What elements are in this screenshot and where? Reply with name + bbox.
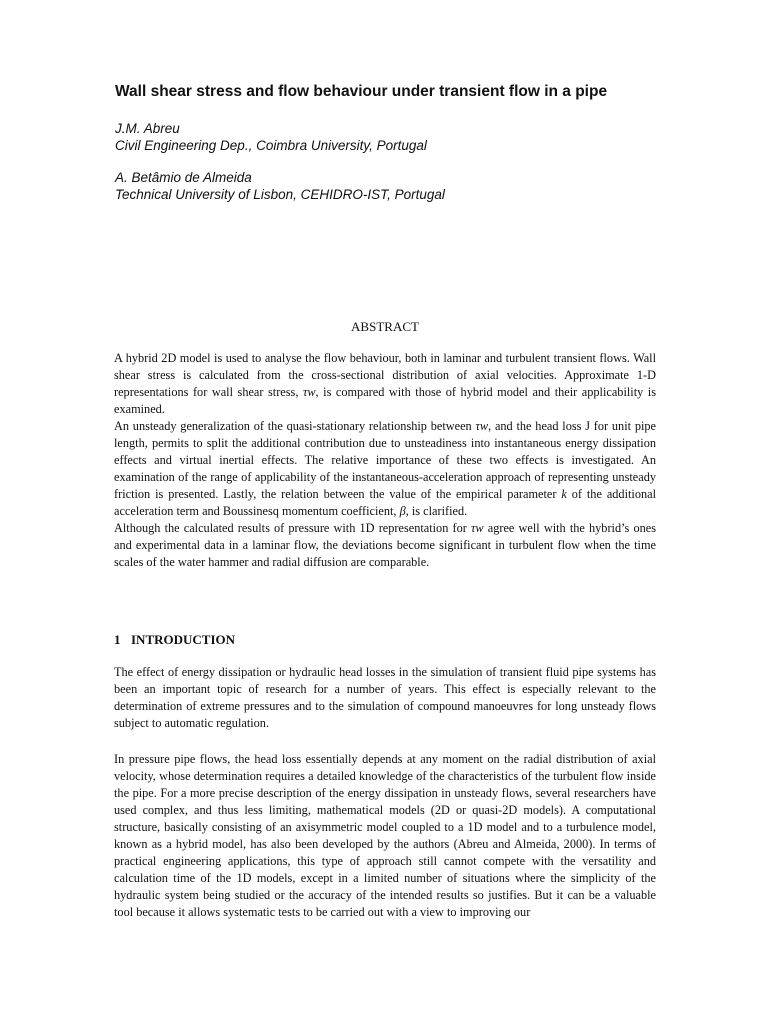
author-block-1 [115,120,675,154]
parameter-k: k [561,487,567,501]
abstract-paragraph-1 [114,350,656,418]
abstract-paragraph-3 [114,520,656,571]
beta-symbol: β [399,504,406,518]
text-span: A hybrid 2D model is used to analyse the flow behaviour, both in laminar and turbulent transient flows. Wall shear stress is calculated from the cross-sectional distribution of axial velocities. Approximate 1-D representations for wall shear stress, [114,351,656,399]
text-span: , is clarified. [405,504,468,518]
tau-symbol: τw [470,521,484,535]
author-block-2 [115,169,675,203]
text-span: of the additional acceleration term and Boussinesq momentum coefficient, [114,487,656,518]
text-span: agree well with the hybrid’s ones and experimental data in a laminar flow, the deviations become significant in turbulent flow when the time scales of the water hammer and radial diffusion are comparable. [114,521,656,569]
abstract-paragraph-2 [114,418,656,520]
section-heading [114,632,654,648]
text-span: An unsteady generalization of the quasi-stationary relationship between [114,419,476,433]
abstract-body [114,350,656,571]
author-affiliation: Technical University of Lisbon, CEHIDRO-IST, Portugal [115,187,445,202]
section-title: INTRODUCTION [131,632,236,647]
section-number: 1 [114,632,121,647]
intro-paragraph-1: The effect of energy dissipation or hydraulic head losses in the simulation of transient fluid pipe systems has been an important topic of research for a number of years. This effect is especially relevant to the determination of extreme pressures and to the simulation of compound manoeuvres for long unsteady flows subject to automatic regulation. [114,665,656,730]
tau-symbol: τw [302,385,316,399]
text-span: Although the calculated results of pressure with 1D representation for [114,521,471,535]
author-name: A. Betâmio de Almeida [115,170,252,185]
author-name: J.M. Abreu [115,121,180,136]
text-span: , is compared with those of hybrid model and their applicability is examined. [114,385,656,416]
abstract-heading: ABSTRACT [351,319,419,334]
tau-symbol: τw [475,419,489,433]
intro-paragraph-2: In pressure pipe flows, the head loss essentially depends at any moment on the radial distribution of axial velocity, whose determination requires a detailed knowledge of the characteristics of the turbulent flow inside the pipe. For a more precise description of the energy dissipation in unsteady flows, several researchers have used complex, and thus less limiting, mathematical models (2D or quasi-2D models). A computational structure, basically consisting of an axisymmetric model coupled to a 1D model and to a turbulence model, known as a hybrid model, has also been developed by the authors (Abreu and Almeida, 2000). In terms of practical engineering applications, this type of approach still cannot compete with the versatility and calculation time of the 1D models, except in a limited number of situations where the simplicity of the hydraulic system being studied or the accuracy of the intended results so justifies. But it can be a valuable tool because it allows systematic tests to be carried out with a view to improving our [114,752,656,919]
text-span: , and the head loss J for unit pipe length, permits to split the additional contribution due to unsteadiness into instantaneous energy dissipation effects and virtual inertial effects. The relative importance of these two effects is investigated. An examination of the range of applicability of the instantaneous-acceleration approach of representing unsteady friction is presented. Lastly, the relation between the value of the empirical parameter [114,419,656,501]
paper-title: Wall shear stress and flow behaviour under transient flow in a pipe [115,83,608,100]
author-affiliation: Civil Engineering Dep., Coimbra University, Portugal [115,138,427,153]
